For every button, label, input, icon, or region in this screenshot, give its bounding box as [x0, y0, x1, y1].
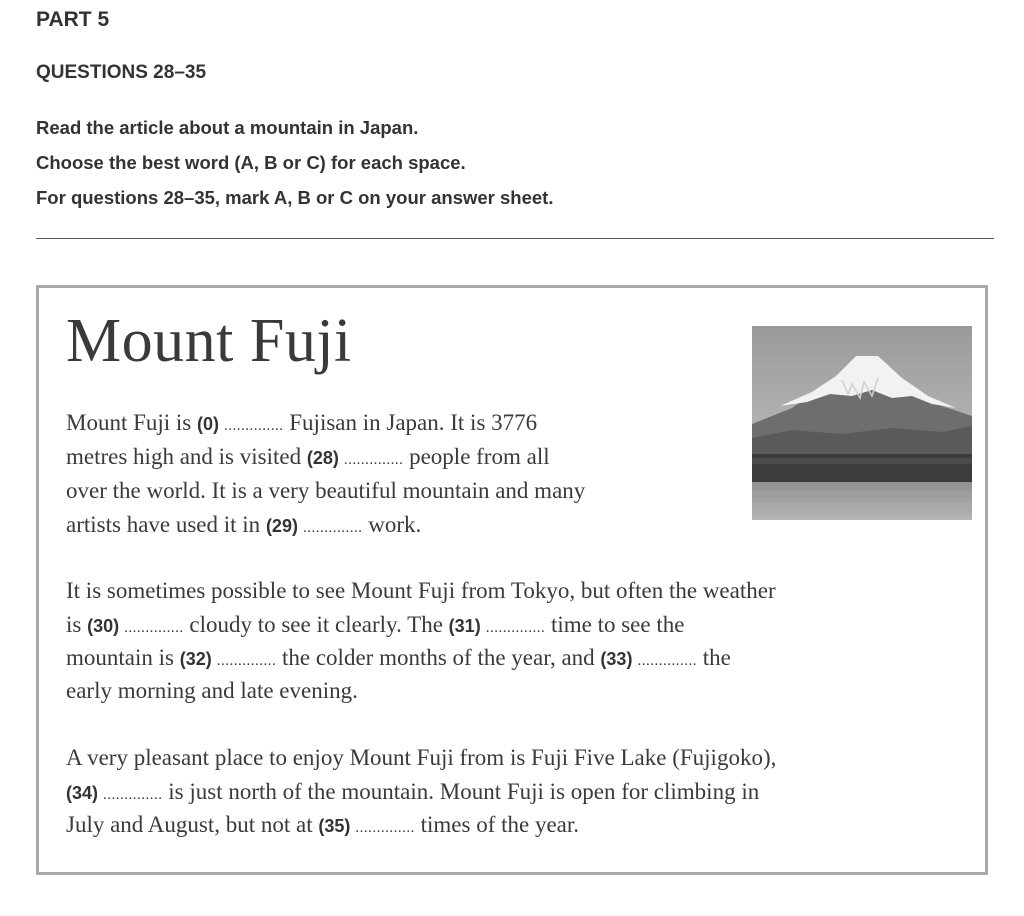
- question-number: (35): [318, 816, 356, 836]
- question-number: (0): [197, 414, 225, 434]
- article-text: over the world. It is a very beautiful mountain and many: [66, 478, 586, 503]
- instruction-line: Read the article about a mountain in Japan.: [36, 117, 419, 138]
- article-text: early morning and late evening.: [66, 678, 358, 703]
- article-text: work.: [362, 512, 422, 537]
- article-line: [66, 444, 550, 470]
- article-line: [66, 410, 537, 436]
- answer-gap[interactable]: ..............: [103, 787, 163, 803]
- question-number: (28): [306, 448, 344, 468]
- questions-title: QUESTIONS 28–35: [36, 62, 207, 83]
- answer-gap[interactable]: ..............: [216, 653, 277, 669]
- part-title: PART 5: [36, 8, 110, 31]
- article-line: [66, 745, 776, 771]
- question-number: (29): [265, 516, 303, 536]
- article-text: is: [66, 612, 88, 637]
- answer-gap[interactable]: ..............: [355, 820, 415, 836]
- question-number: (30): [87, 616, 125, 636]
- article-line: [66, 512, 421, 538]
- article-line: [66, 812, 579, 838]
- answer-gap[interactable]: ..............: [637, 653, 697, 669]
- answer-gap[interactable]: ..............: [302, 520, 363, 536]
- question-number: (31): [448, 616, 486, 636]
- article-line: [66, 578, 776, 604]
- article-line: [66, 478, 585, 504]
- answer-gap[interactable]: ..............: [343, 452, 404, 468]
- article-text: July and August, but not at: [66, 812, 319, 837]
- answer-gap[interactable]: ..............: [224, 418, 284, 434]
- article-line: [66, 678, 358, 704]
- article-text: people from all: [403, 444, 550, 469]
- instruction-line: Choose the best word (A, B or C) for each space.: [36, 152, 466, 173]
- article-title: Mount Fuji: [66, 307, 352, 375]
- instruction-line: For questions 28–35, mark A, B or C on your answer sheet.: [36, 187, 554, 208]
- article-text: time to see the: [545, 612, 685, 637]
- article-text: times of the year.: [414, 812, 580, 837]
- question-number: (33): [600, 649, 638, 669]
- article-line: [66, 645, 731, 671]
- article-line: [66, 612, 684, 638]
- article-line: [66, 779, 759, 805]
- article-text: A very pleasant place to enjoy Mount Fuji from is Fuji Five Lake (Fujigoko),: [66, 745, 777, 770]
- article-text: cloudy to see it clearly. The: [183, 612, 449, 637]
- article-text: is just north of the mountain. Mount Fuji is open for climbing in: [162, 779, 760, 804]
- article-text: It is sometimes possible to see Mount Fuji from Tokyo, but often the weather: [66, 578, 776, 603]
- divider: [36, 238, 994, 239]
- answer-gap[interactable]: ..............: [485, 620, 546, 636]
- article-text: metres high and is visited: [66, 444, 307, 469]
- answer-gap[interactable]: ..............: [124, 620, 184, 636]
- question-number: (34): [66, 783, 104, 803]
- article-text: the colder months of the year, and: [276, 645, 601, 670]
- article-text: the: [696, 645, 731, 670]
- article-text: Mount Fuji is: [66, 410, 198, 435]
- article-text: artists have used it in: [66, 512, 266, 537]
- question-number: (32): [179, 649, 217, 669]
- mount-fuji-photo: [752, 326, 972, 520]
- article-text: Fujisan in Japan. It is 3776: [283, 410, 538, 435]
- article-text: mountain is: [66, 645, 180, 670]
